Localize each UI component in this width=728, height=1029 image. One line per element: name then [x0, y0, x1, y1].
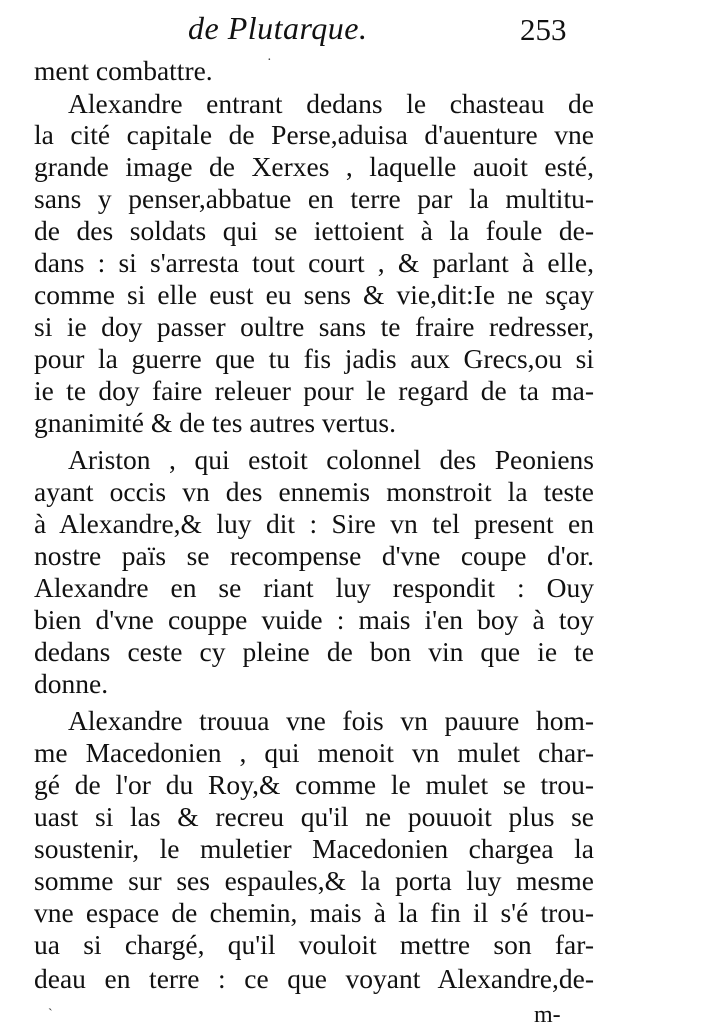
- text-line: dans : si s'arresta tout court , & parlant à elle,: [34, 247, 594, 278]
- text-line: gnanimité & de tes autres vertus.: [34, 407, 396, 438]
- text-line: ua si chargé, qu'il vouloit mettre son far-: [34, 929, 594, 960]
- text-line: de des soldats qui se iettoient à la foule de-: [34, 215, 594, 246]
- text-line: somme sur ses espaules,& la porta luy mesme: [34, 865, 594, 896]
- text-line: ie te doy faire releuer pour le regard de ta ma-: [34, 375, 594, 406]
- text-line: ment combattre.: [34, 55, 213, 86]
- text-line: soustenir, le muletier Macedonien chargea la: [34, 833, 594, 864]
- text-line: ayant occis vn des ennemis monstroit la teste: [34, 476, 594, 507]
- text-line: la cité capitale de Perse,aduisa d'auenture vne: [34, 119, 594, 150]
- text-line: vne espace de chemin, mais à la fin il s'é trou-: [34, 897, 594, 928]
- text-line: grande image de Xerxes , laquelle auoit esté,: [34, 151, 594, 182]
- text-line: deau en terre : ce que voyant Alexandre,de-: [34, 963, 594, 994]
- text-line: dedans ceste cy pleine de bon vin que ie te: [34, 636, 594, 667]
- text-line: Alexandre trouua vne fois vn pauure hom-: [68, 705, 594, 736]
- text-line: Alexandre en se riant luy respondit : Ouy: [34, 572, 594, 603]
- text-line: Alexandre entrant dedans le chasteau de: [68, 88, 594, 119]
- text-line: gé de l'or du Roy,& comme le mulet se trou-: [34, 769, 594, 800]
- running-title: de Plutarque.: [188, 10, 368, 46]
- text-line: sans y penser,abbatue en terre par la multitu-: [34, 183, 594, 214]
- page-number: 253: [520, 12, 567, 47]
- text-line: me Macedonien , qui menoit vn mulet char-: [34, 737, 594, 768]
- text-line: nostre païs se recompense d'vne coupe d'or.: [34, 540, 594, 571]
- text-line: pour la guerre que tu fis jadis aux Grecs,ou si: [34, 343, 594, 374]
- text-line: à Alexandre,& luy dit : Sire vn tel present en: [34, 508, 594, 539]
- catchword: m-: [534, 1002, 561, 1028]
- ink-speck: ·: [267, 53, 272, 68]
- text-line: comme si elle eust eu sens & vie,dit:Ie ne sçay: [34, 279, 594, 310]
- text-line: bien d'vne couppe vuide : mais i'en boy à toy: [34, 604, 594, 635]
- ink-speck: ˋ: [48, 1007, 53, 1022]
- text-line: donne.: [34, 668, 109, 699]
- text-line: Ariston , qui estoit colonnel des Peoniens: [68, 444, 594, 475]
- text-line: uast si las & recreu qu'il ne pouuoit plus se: [34, 801, 594, 832]
- text-line: si ie doy passer oultre sans te fraire redresser,: [34, 311, 594, 342]
